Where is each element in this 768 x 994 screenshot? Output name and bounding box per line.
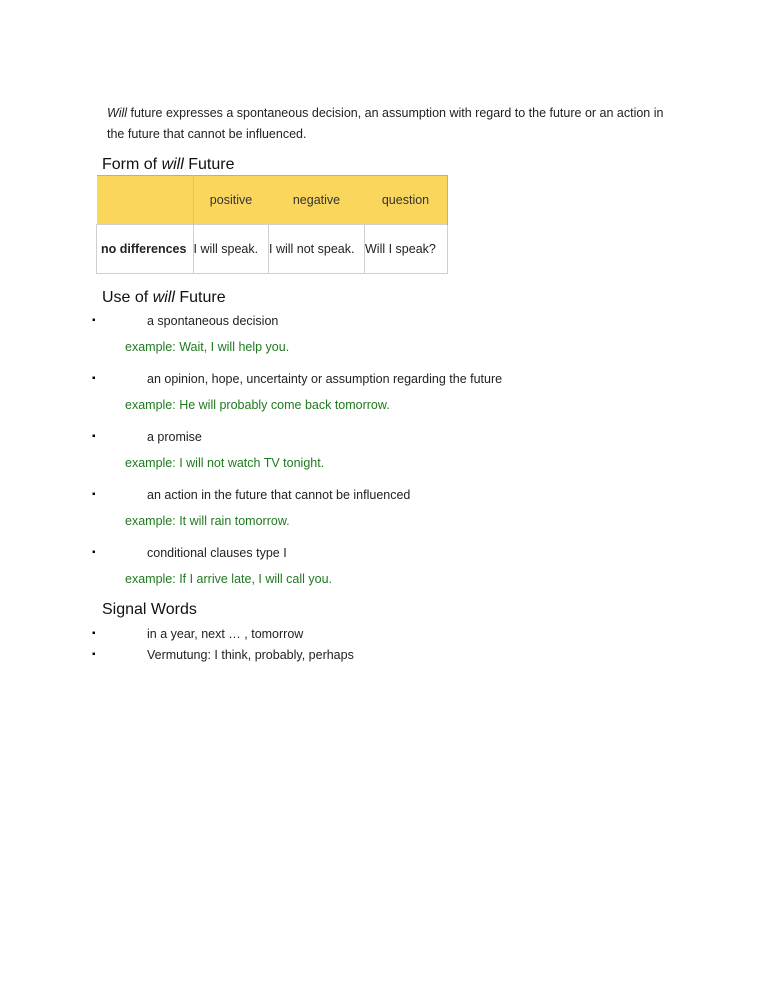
use-text: conditional clauses type I: [147, 546, 287, 560]
table-row: [97, 225, 448, 274]
bullet-icon: ▪: [92, 315, 96, 326]
signal-text: in a year, next … , tomorrow: [147, 627, 304, 641]
bullet-icon: ▪: [92, 628, 96, 639]
use-heading-pre: Use of: [102, 289, 153, 306]
table-cell-negative: I will not speak.: [269, 225, 365, 274]
use-text: a promise: [147, 430, 202, 444]
use-example: example: I will not watch TV tonight.: [125, 456, 325, 470]
table-header-positive: positive: [193, 176, 269, 225]
use-text: an action in the future that cannot be influenced: [147, 488, 411, 502]
intro-paragraph: [107, 103, 667, 145]
use-example: example: Wait, I will help you.: [125, 340, 290, 354]
table-row-label: no differences: [97, 225, 194, 274]
use-heading-em: will: [152, 289, 175, 306]
use-text: a spontaneous decision: [147, 314, 279, 328]
use-heading-post: Future: [174, 289, 226, 306]
signal-text: Vermutung: I think, probably, perhaps: [147, 648, 354, 662]
form-heading-em: will: [161, 156, 184, 173]
form-heading-pre: Form of: [102, 156, 162, 173]
use-example: example: He will probably come back tomorrow.: [125, 398, 390, 412]
bullet-icon: ▪: [92, 431, 96, 442]
table-cell-positive: I will speak.: [193, 225, 269, 274]
forms-table: [96, 175, 448, 274]
use-example: example: If I arrive late, I will call you.: [125, 572, 333, 586]
bullet-icon: ▪: [92, 547, 96, 558]
table-cell-question: Will I speak?: [365, 225, 448, 274]
form-heading: [102, 155, 234, 175]
bullet-icon: ▪: [92, 649, 96, 660]
table-corner-cell: [97, 176, 194, 225]
intro-lead-word: Will: [107, 106, 128, 120]
table-header-row: [97, 176, 448, 225]
table-header-negative: negative: [269, 176, 365, 225]
use-example: example: It will rain tomorrow.: [125, 514, 290, 528]
bullet-icon: ▪: [92, 489, 96, 500]
use-heading: [102, 288, 226, 308]
table-header-question: question: [365, 176, 448, 225]
use-text: an opinion, hope, uncertainty or assumption regarding the future: [147, 372, 503, 386]
intro-text: future expresses a spontaneous decision, an assumption with regard to the future or an action in the future that cannot be influenced.: [107, 106, 664, 141]
form-heading-post: Future: [183, 156, 235, 173]
bullet-icon: ▪: [92, 373, 96, 384]
signal-words-heading: Signal Words: [102, 601, 197, 618]
